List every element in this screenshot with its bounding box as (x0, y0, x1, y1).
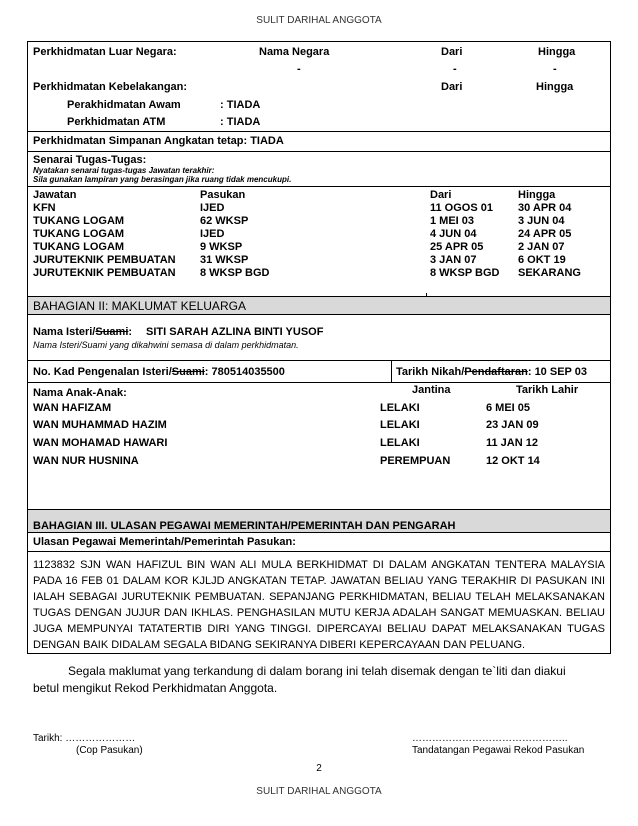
child-gender: PEREMPUAN (380, 455, 451, 467)
duty-from: 1 MEI 03 (430, 215, 475, 227)
section-title-family: BAHAGIAN II: MAKLUMAT KELUARGA (33, 299, 246, 313)
review-text: 1123832 SJN WAN HAFIZUL BIN WAN ALI MULA BERKHIDMAT DI DALAM ANGKATAN TENTERA MALAYSIA PADA 16 FEB 01 DALAM KOR KJLJD ANGKATAN TETAP. JAWATAN BELIAU YANG TERAKHIR DI PASUKAN INI IALAH SEBAGAI JURUTEKNIK PEMBUATAN. SEPANJANG PERKHIDMATAN, BELIAU TELAH MELAKSANAKAN TUGAS DENGAN JUJUR DAN IKHLAS. PENGHASILAN MUTU KERJA ADALAH SANGAT MEMUASKAN. BELIAU JUGA MEMPUNYAI TATATERTIB DIRI YANG TINGGI. DIPERCAYAI BELIAU DAPAT MELAKSANAKAN TUGAS DENGAN BAIK DIDALAM SEGALA BIDANG SEKIRANYA DIBERI KEPERCAYAAN DAN PELUANG. (33, 559, 605, 651)
divider (27, 296, 611, 297)
frame-top (27, 41, 611, 42)
spouse-note: Nama Isteri/Suami yang dikahwini semasa di dalam perkhidmatan. (33, 340, 299, 350)
footer-classification: SULIT DARIHAL ANGGOTA (256, 786, 382, 797)
review-sub-label: Ulasan Pegawai Memerintah/Pemerintah Pasukan: (33, 536, 296, 548)
header-classification: SULIT DARIHAL ANGGOTA (256, 15, 382, 26)
divider (27, 509, 611, 510)
child-name: WAN MUHAMMAD HAZIM (33, 419, 167, 431)
child-gender: LELAKI (380, 402, 420, 414)
duty-position: JURUTEKNIK PEMBUATAN (33, 254, 176, 266)
duty-to: SEKARANG (518, 267, 581, 279)
divider (27, 314, 611, 315)
duties-header-position: Jawatan (33, 189, 77, 201)
signature-line: ……………………………………….. (412, 733, 568, 744)
duties-note: Sila gunakan lampiran yang berasingan jika ruang tidak mencukupi. (33, 175, 292, 184)
divider (27, 551, 611, 552)
duty-to: 3 JUN 04 (518, 215, 565, 227)
foreign-country-value: - (297, 63, 301, 75)
atm-service-value: : TIADA (220, 116, 261, 128)
declaration-text: Segala maklumat yang terkandung di dalam borang ini telah disemak dengan te`liti dan diakui betul mengikut Rekod Perkhidmatan Anggota. (33, 664, 566, 695)
reserve-service-label: Perkhidmatan Kebelakangan: (33, 81, 188, 93)
signature-label: Tandatangan Pegawai Rekod Pasukan (412, 745, 585, 756)
duty-unit: 9 WKSP (200, 241, 243, 253)
duty-to: 24 APR 05 (518, 228, 572, 240)
stamp-label: (Cop Pasukan) (76, 745, 143, 756)
duty-position: TUKANG LOGAM (33, 241, 125, 253)
foreign-country-header: Nama Negara (259, 46, 330, 58)
spouse-name: SITI SARAH AZLINA BINTI YUSOF (146, 326, 324, 338)
public-service-value: : TIADA (220, 99, 261, 111)
duties-title: Senarai Tugas-Tugas: (33, 154, 147, 166)
date-field: Tarikh: ………………… (33, 733, 136, 744)
child-gender: LELAKI (380, 419, 420, 431)
duty-unit: 31 WKSP (200, 254, 249, 266)
child-name: WAN MOHAMAD HAWARI (33, 437, 168, 449)
divider (27, 360, 611, 361)
frame-bottom (27, 653, 611, 654)
children-dob-header: Tarikh Lahir (516, 384, 579, 396)
duty-from: 11 OGOS 01 (430, 202, 493, 214)
duty-unit: 8 WKSP BGD (200, 267, 270, 279)
divider (27, 131, 611, 132)
duty-position: TUKANG LOGAM (33, 215, 125, 227)
foreign-from-header: Dari (441, 46, 463, 58)
duty-from: 4 JUN 04 (430, 228, 477, 240)
divider (27, 151, 611, 152)
child-gender: LELAKI (380, 437, 420, 449)
reserve-to-header: Hingga (536, 81, 574, 93)
frame-left (27, 41, 28, 653)
duty-to: 6 OKT 19 (518, 254, 566, 266)
section-title-review: BAHAGIAN III. ULASAN PEGAWAI MEMERINTAH/PEMERINTAH DAN PENGARAH (33, 520, 456, 532)
child-dob: 23 JAN 09 (486, 419, 539, 431)
children-label: Nama Anak-Anak: (33, 387, 127, 399)
page-number: 2 (316, 763, 322, 774)
marriage-date: Tarikh Nikah/Pendaftaran: 10 SEP 03 (396, 366, 587, 378)
divider (27, 186, 611, 187)
divider (27, 382, 611, 383)
tick-mark (426, 293, 427, 297)
duty-unit: IJED (200, 228, 225, 240)
reserve-from-header: Dari (441, 81, 463, 93)
duties-note: Nyatakan senarai tugas-tugas Jawatan terakhir: (33, 166, 215, 175)
child-dob: 12 OKT 14 (486, 455, 540, 467)
permanent-reserve-label: Perkhidmatan Simpanan Angkatan tetap: TIADA (33, 135, 284, 147)
spouse-ic-label: No. Kad Pengenalan Isteri/Suami: 780514035500 (33, 366, 285, 378)
duty-from: 25 APR 05 (430, 241, 484, 253)
duty-to: 2 JAN 07 (518, 241, 565, 253)
duty-position: TUKANG LOGAM (33, 228, 125, 240)
duties-header-to: Hingga (518, 189, 556, 201)
duty-position: JURUTEKNIK PEMBUATAN (33, 267, 176, 279)
child-name: WAN HAFIZAM (33, 402, 112, 414)
duty-unit: 62 WKSP (200, 215, 249, 227)
spouse-label: Nama Isteri/Suami: (33, 326, 133, 338)
frame-right (610, 41, 611, 653)
duty-position: KFN (33, 202, 56, 214)
child-dob: 6 MEI 05 (486, 402, 531, 414)
duties-header-unit: Pasukan (200, 189, 246, 201)
foreign-from-value: - (453, 63, 457, 75)
child-name: WAN NUR HUSNINA (33, 455, 139, 467)
children-gender-header: Jantina (412, 384, 451, 396)
divider (27, 532, 611, 533)
duty-from: 3 JAN 07 (430, 254, 477, 266)
duty-unit: IJED (200, 202, 225, 214)
child-dob: 11 JAN 12 (486, 437, 538, 449)
public-service-label: Perakhidmatan Awam (67, 99, 181, 111)
foreign-service-label: Perkhidmatan Luar Negara: (33, 46, 177, 58)
duty-to: 30 APR 04 (518, 202, 572, 214)
duty-from: 8 WKSP BGD (430, 267, 500, 279)
divider (391, 360, 392, 382)
foreign-to-value: - (553, 63, 557, 75)
atm-service-label: Perkhidmatan ATM (67, 116, 166, 128)
duties-header-from: Dari (430, 189, 452, 201)
foreign-to-header: Hingga (538, 46, 576, 58)
